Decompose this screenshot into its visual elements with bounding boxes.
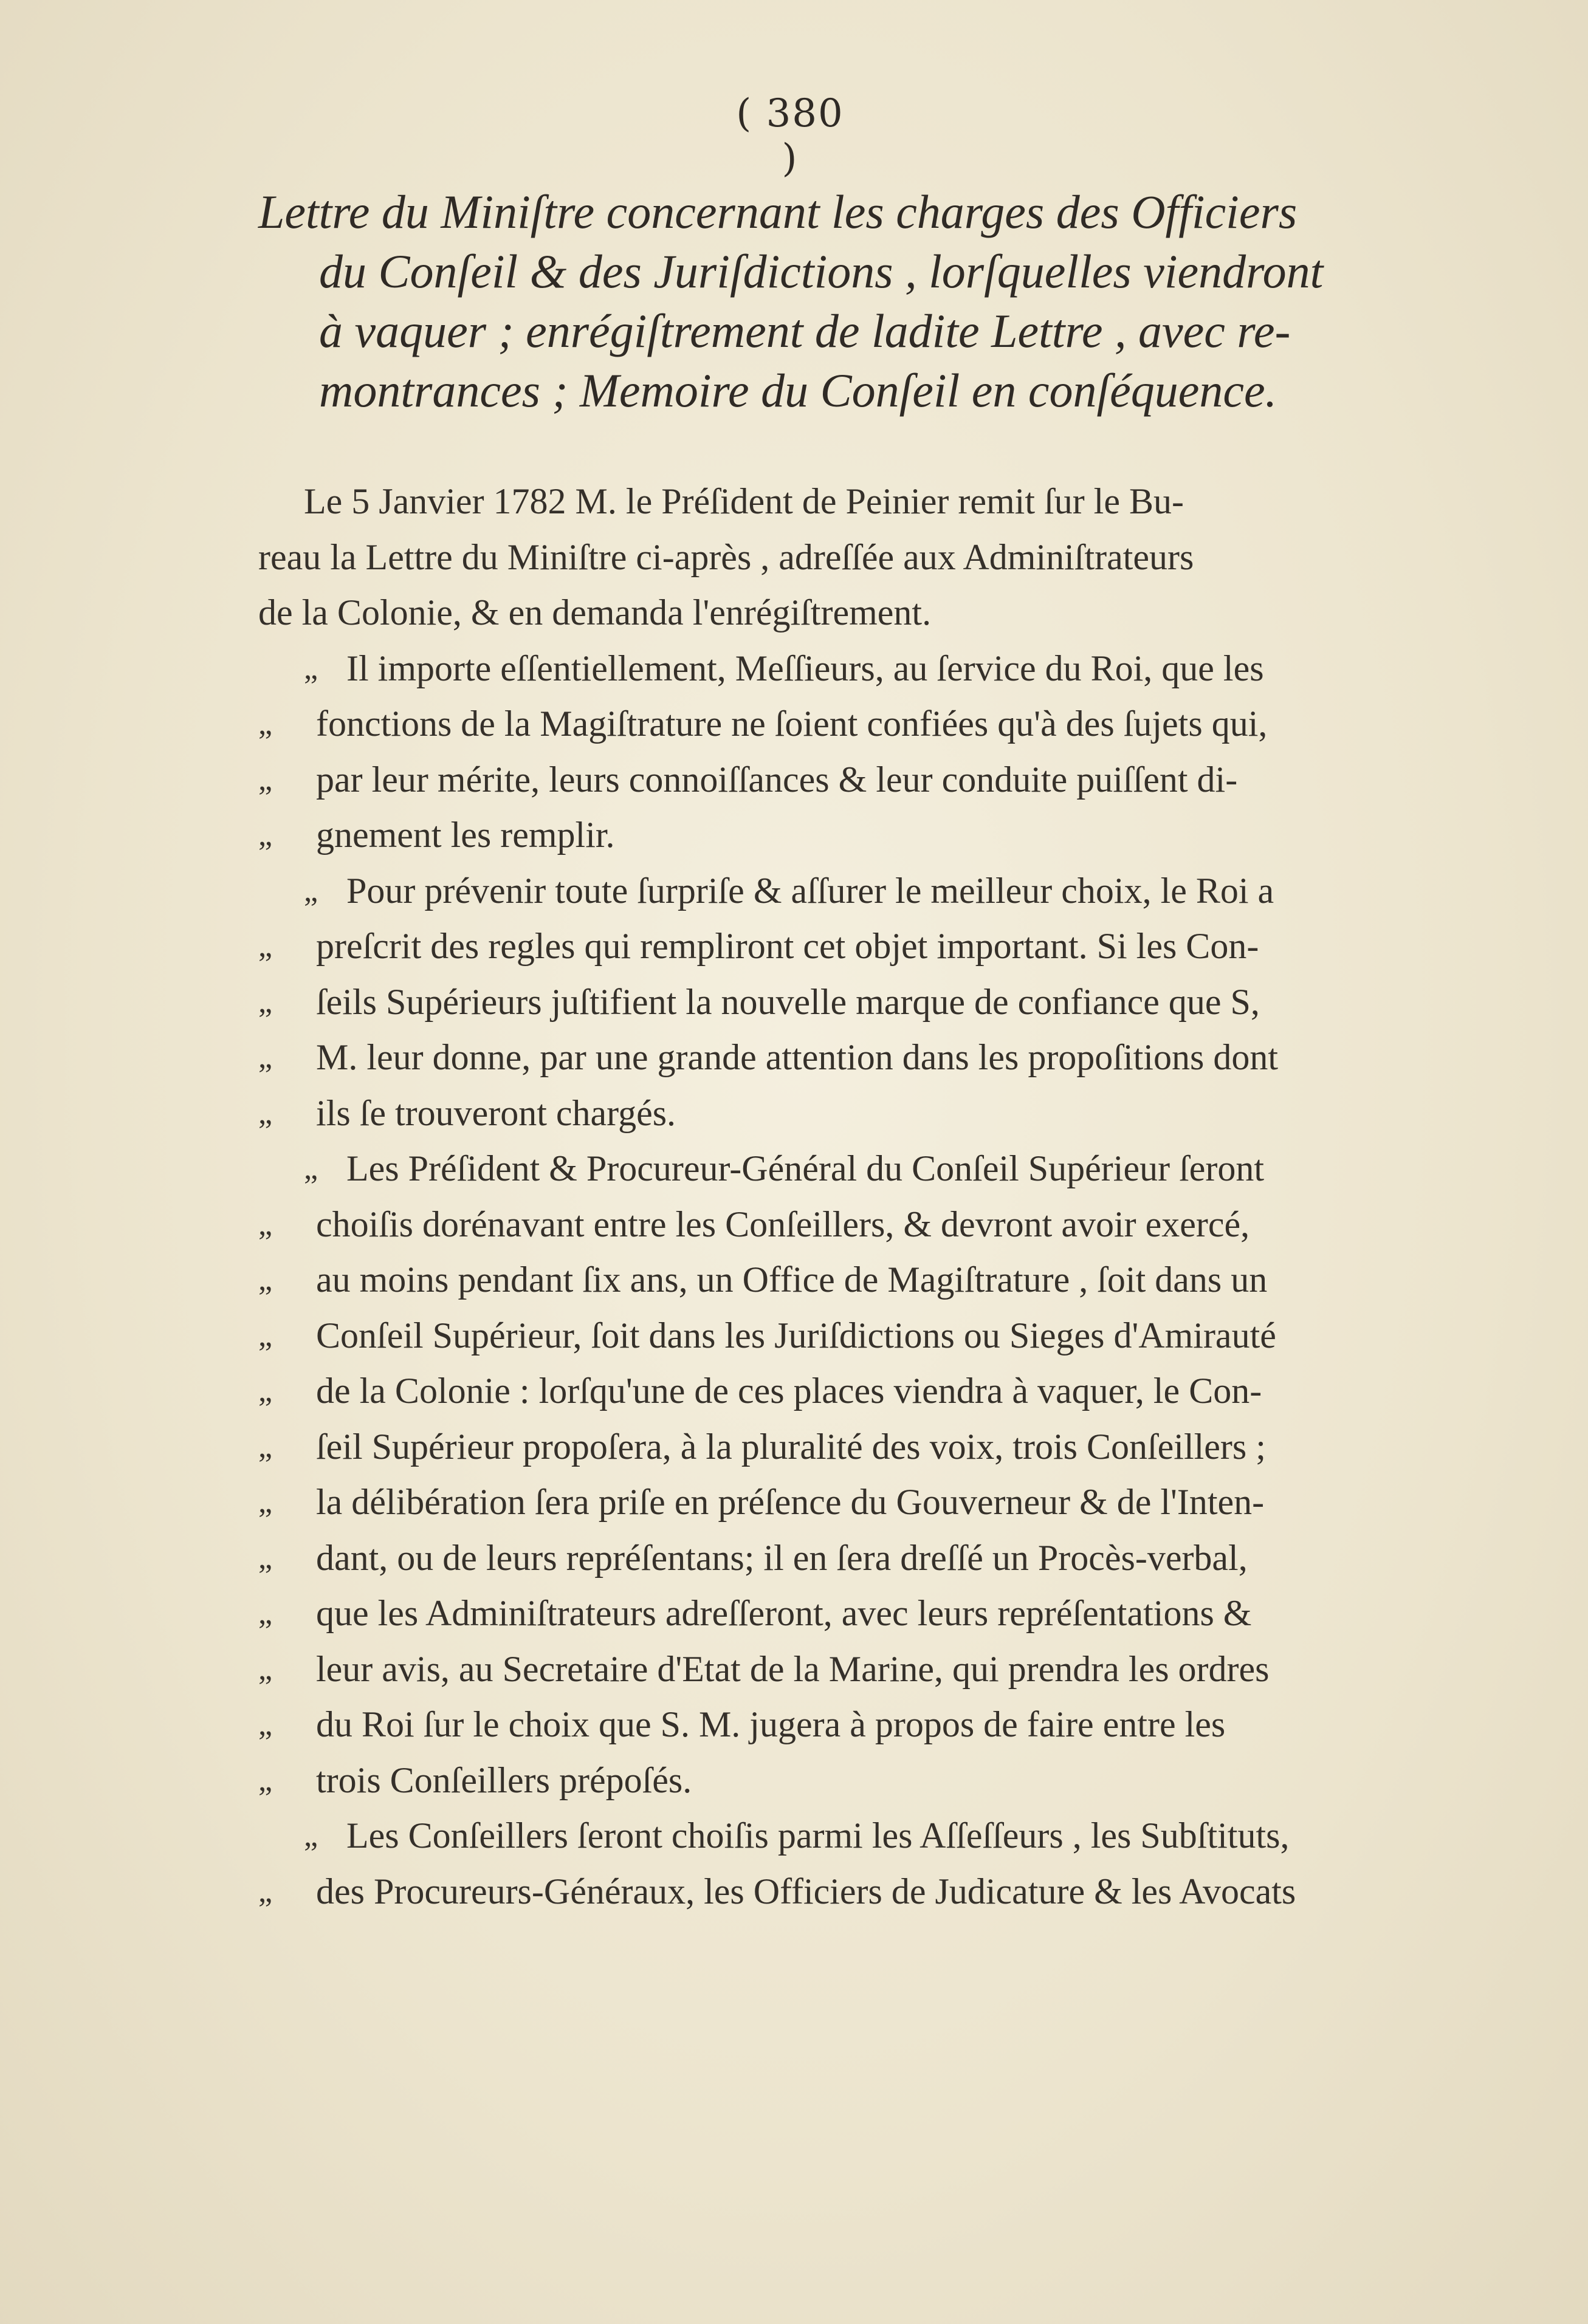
quote-mark: „ — [258, 707, 273, 741]
quote-mark: „ — [258, 1485, 273, 1520]
text-line — [258, 1308, 1474, 1364]
title-line: à vaquer ; enrégiſtrement de ladite Lettre , avec re- — [319, 304, 1291, 357]
quote-mark: „ — [304, 1151, 318, 1186]
quote-mark: „ — [258, 1318, 273, 1353]
quote-mark: „ — [258, 1040, 273, 1075]
title-line: montrances ; Memoire du Conſeil en conſéquence. — [319, 364, 1277, 417]
line-text: fonctions de la Magiſtrature ne ſoient confiées qu'à des ſujets qui, — [316, 704, 1268, 744]
line-text: ſeils Supérieurs juſtifient la nouvelle marque de confiance que S, — [316, 981, 1260, 1022]
text-line — [258, 975, 1474, 1030]
quote-mark: „ — [258, 1596, 273, 1631]
quote-mark: „ — [304, 873, 318, 908]
quote-mark: „ — [258, 818, 273, 852]
text-line — [258, 1808, 1474, 1864]
page-number: ( 380 ) — [736, 91, 844, 181]
title-line: du Conſeil & des Juriſdictions , lorſquelles viendront — [319, 245, 1324, 298]
line-text: Pour prévenir toute ſurpriſe & aſſurer le meilleur choix, le Roi a — [346, 870, 1274, 911]
line-text: par leur mérite, leurs connoiſſances & leur conduite puiſſent di- — [316, 759, 1238, 800]
text-line — [258, 1141, 1474, 1197]
quote-mark: „ — [258, 1707, 273, 1742]
line-text: que les Adminiſtrateurs adreſſeront, avec leurs repréſentations & — [316, 1593, 1252, 1633]
text-line — [258, 1419, 1474, 1475]
text-line — [258, 919, 1474, 975]
quote-mark: „ — [258, 1540, 273, 1575]
line-text: Le 5 Janvier 1782 M. le Préſident de Peinier remit ſur le Bu- — [304, 481, 1184, 521]
quote-mark: „ — [258, 1763, 273, 1798]
line-text: Les Préſident & Procureur-Général du Conſeil Supérieur ſeront — [346, 1148, 1265, 1188]
line-text: Il importe eſſentiellement, Meſſieurs, au ſervice du Roi, que les — [346, 648, 1264, 688]
quote-mark: „ — [258, 1095, 273, 1131]
line-text: choiſis dorénavant entre les Conſeillers, & devront avoir exercé, — [316, 1204, 1250, 1244]
text-line — [258, 1086, 1474, 1142]
text-line — [258, 1197, 1474, 1253]
text-line — [258, 863, 1474, 919]
text-line — [258, 474, 1474, 530]
line-text: Conſeil Supérieur, ſoit dans les Juriſdictions ou Sieges d'Amirauté — [316, 1315, 1276, 1356]
line-text: du Roi ſur le choix que S. M. jugera à propos de faire entre les — [316, 1704, 1226, 1744]
line-text: au moins pendant ſix ans, un Office de Magiſtrature , ſoit dans un — [316, 1260, 1268, 1300]
line-text: de la Colonie, & en demanda l'enrégiſtrement. — [258, 592, 932, 632]
quote-mark: „ — [258, 1374, 273, 1408]
text-line — [258, 530, 1474, 586]
quote-mark: „ — [304, 1818, 318, 1853]
text-line — [258, 585, 1474, 641]
line-text: preſcrit des regles qui rempliront cet objet important. Si les Con- — [316, 926, 1259, 966]
line-text: leur avis, au Secretaire d'Etat de la Marine, qui prendra les ordres — [316, 1648, 1270, 1689]
text-line — [258, 1753, 1474, 1809]
quote-mark: „ — [258, 1429, 273, 1464]
text-line — [258, 1586, 1474, 1642]
quote-mark: „ — [304, 651, 318, 686]
line-text: dant, ou de leurs repréſentans; il en ſera dreſſé un Procès-verbal, — [316, 1537, 1248, 1578]
title-line: Lettre du Miniſtre concernant les charges des Officiers — [258, 185, 1298, 238]
quote-mark: „ — [258, 762, 273, 797]
text-line — [258, 1475, 1474, 1530]
text-line — [258, 1252, 1474, 1308]
text-line — [258, 641, 1474, 697]
text-line — [258, 1030, 1474, 1086]
line-text: reau la Lettre du Miniſtre ci-après , adreſſée aux Adminiſtrateurs — [258, 536, 1194, 577]
line-text: de la Colonie : lorſqu'une de ces places viendra à vaquer, le Con- — [316, 1371, 1262, 1411]
line-text: ſeil Supérieur propoſera, à la pluralité des voix, trois Conſeillers ; — [316, 1426, 1266, 1467]
text-line — [258, 1642, 1474, 1698]
text-line — [258, 1363, 1474, 1419]
line-text: gnement les remplir. — [316, 815, 615, 855]
quote-mark: „ — [258, 1874, 273, 1909]
text-line — [258, 696, 1474, 752]
line-text: Les Conſeillers ſeront choiſis parmi les Aſſeſſeurs , les Subſtituts, — [346, 1815, 1290, 1856]
section-title — [258, 182, 1474, 420]
text-line — [258, 807, 1474, 863]
line-text: M. leur donne, par une grande attention dans les propoſitions dont — [316, 1037, 1278, 1077]
line-text: des Procureurs-Généraux, les Officiers de Judicature & les Avocats — [316, 1871, 1296, 1911]
line-text: ils ſe trouveront chargés. — [316, 1092, 676, 1133]
text-line — [258, 1697, 1474, 1753]
quote-mark: „ — [258, 1263, 273, 1297]
quote-mark: „ — [258, 1651, 273, 1687]
quote-mark: „ — [258, 1207, 273, 1242]
body-text — [258, 474, 1474, 1919]
quote-mark: „ — [258, 984, 273, 1020]
text-line — [258, 752, 1474, 808]
line-text: trois Conſeillers prépoſés. — [316, 1760, 692, 1800]
quote-mark: „ — [258, 929, 273, 964]
line-text: la délibération ſera priſe en préſence du Gouverneur & de l'Inten- — [316, 1482, 1265, 1522]
text-line — [258, 1864, 1474, 1920]
text-line — [258, 1530, 1474, 1586]
